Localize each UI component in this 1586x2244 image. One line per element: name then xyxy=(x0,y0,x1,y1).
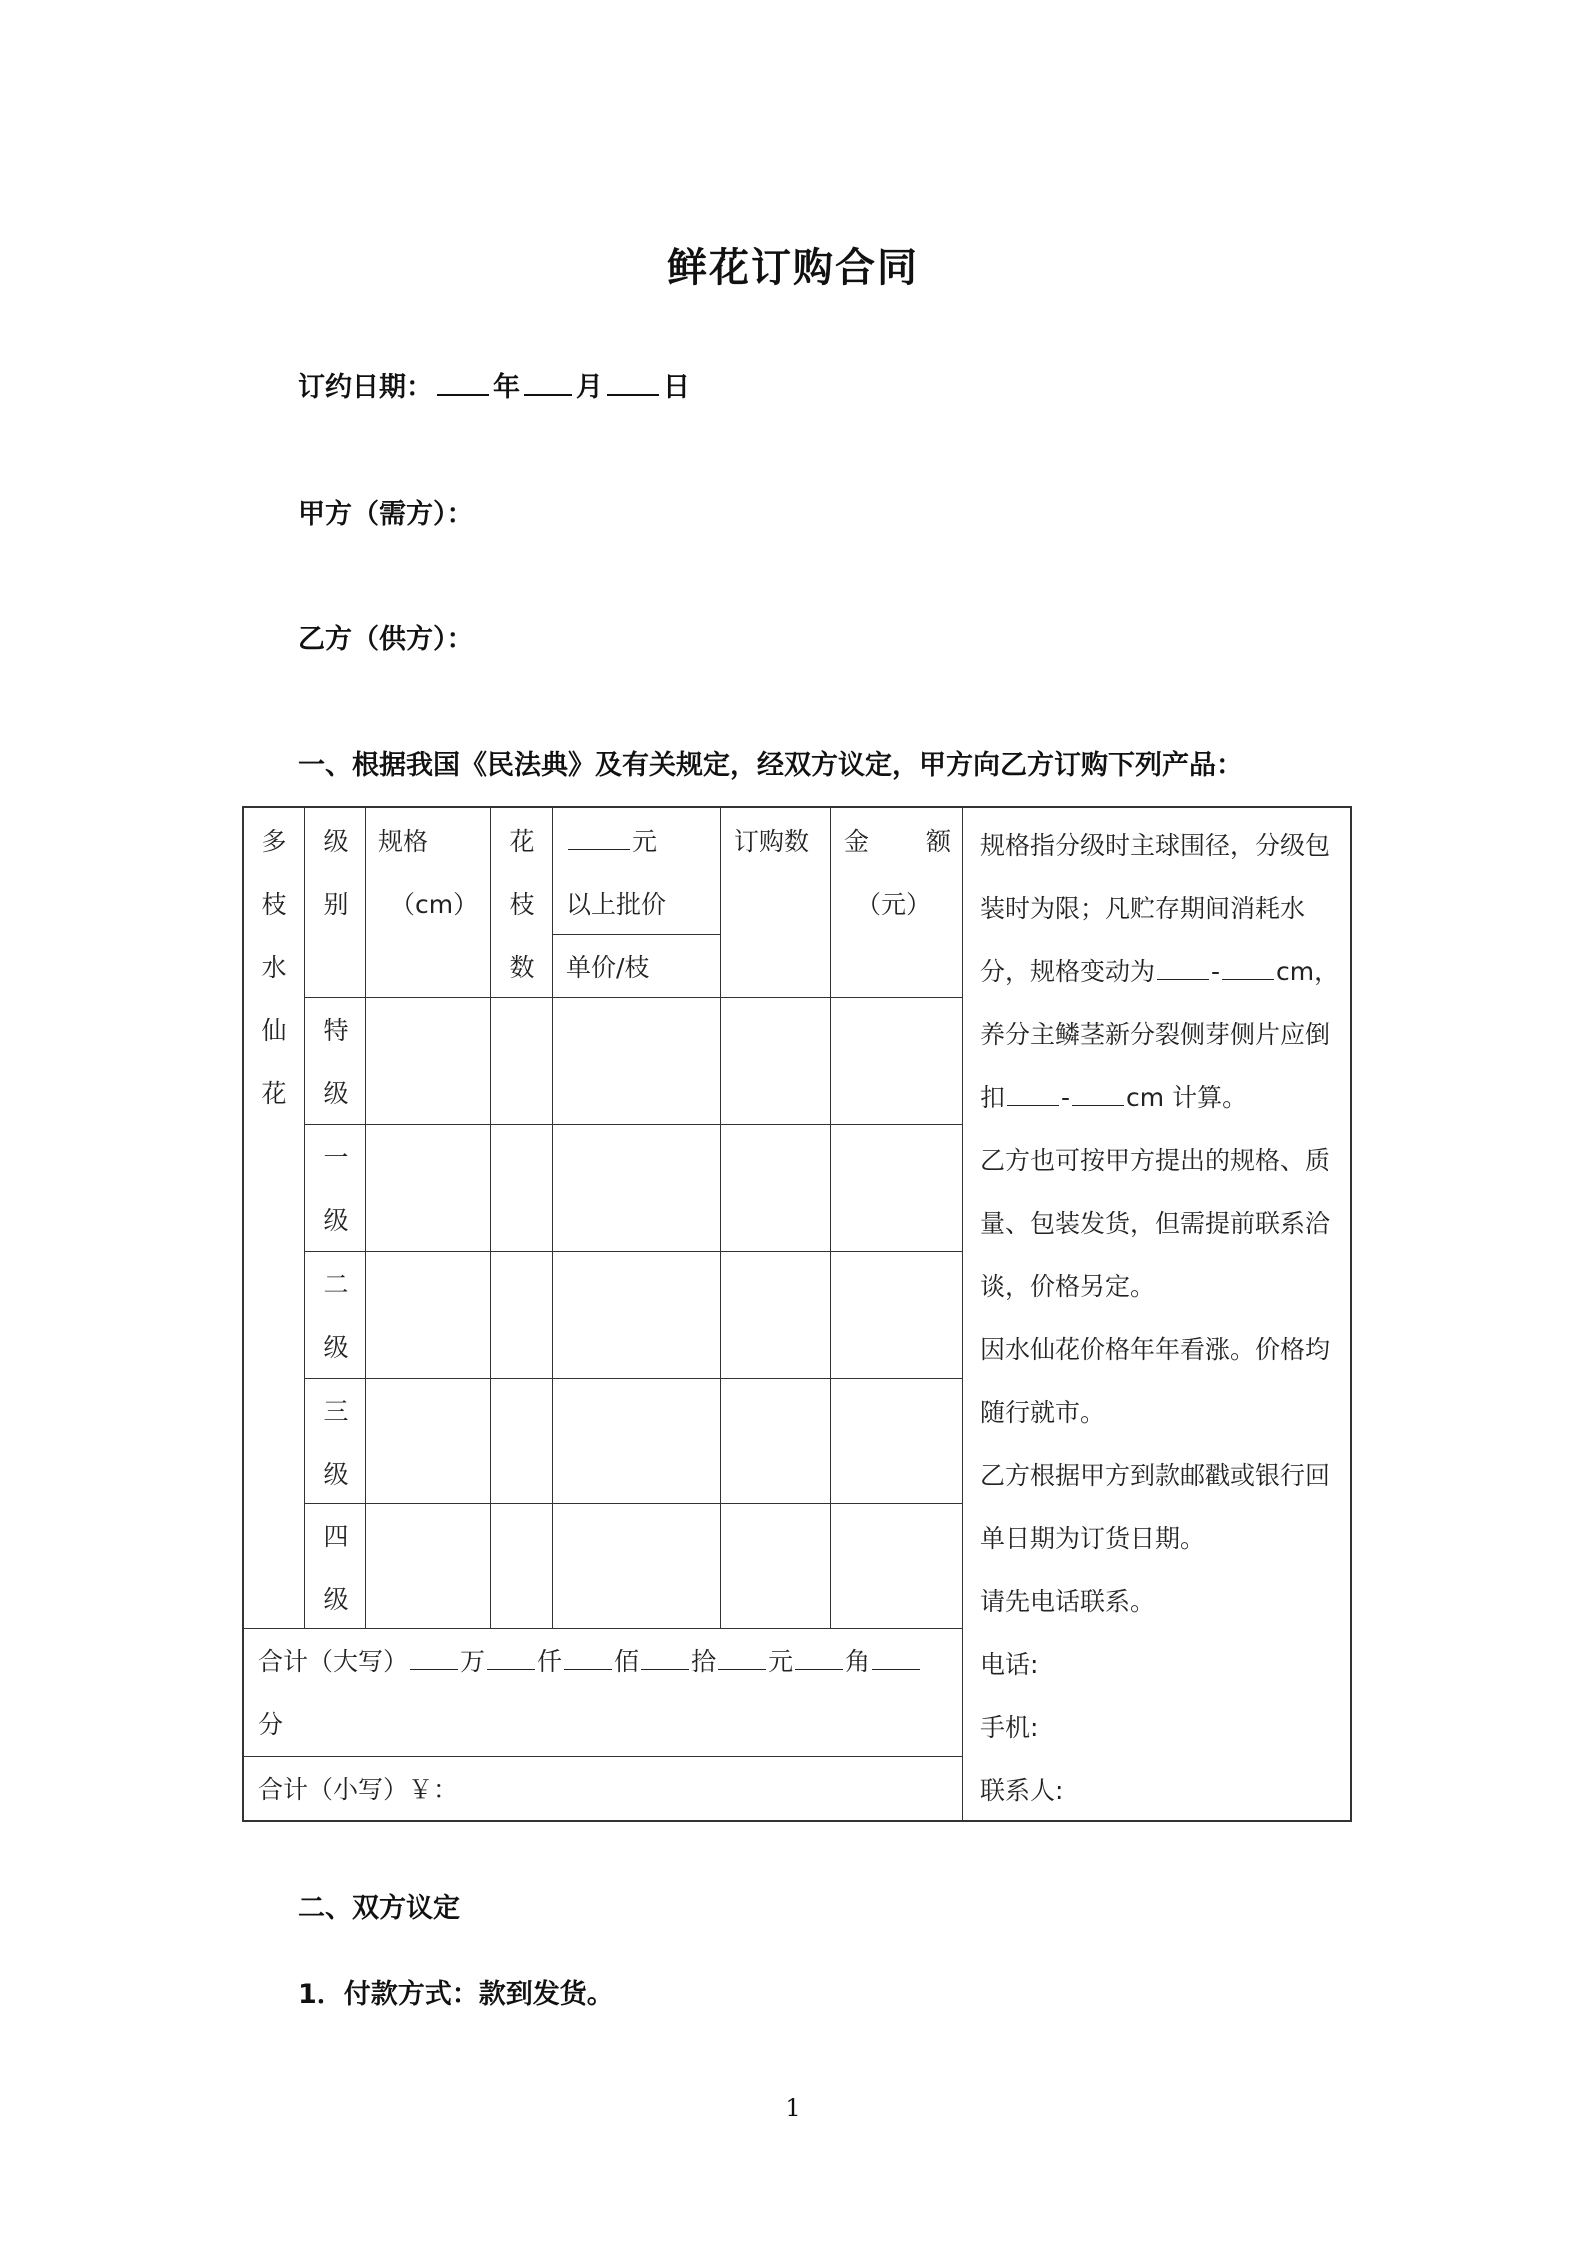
grade-second: 二 级 xyxy=(323,1270,349,1362)
day-label: 日 xyxy=(663,372,690,403)
grid-line xyxy=(365,808,366,1628)
section2-heading: 二、双方议定 xyxy=(298,1893,460,1924)
product-name: 多 枝 水 仙 花 xyxy=(261,827,287,1108)
section1-heading: 一、根据我国《民法典》及有关规定，经双方议定，甲方向乙方订购下列产品： xyxy=(298,750,1243,781)
grid-line xyxy=(304,1124,962,1125)
note-custom-order: 乙方也可按甲方提出的规格、质量、包装发货，但需提前联系洽谈，价格另定。 xyxy=(980,1146,1331,1301)
year-blank xyxy=(437,366,489,396)
grade-special: 特 级 xyxy=(323,1016,349,1108)
month-label: 月 xyxy=(576,372,603,403)
grid-line xyxy=(490,808,491,1628)
party-b-line: 乙方（供方）： xyxy=(298,624,474,655)
document-title: 鲜花订购合同 xyxy=(667,245,919,291)
grid-line xyxy=(304,1503,962,1504)
price-header-line2: 以上批价 xyxy=(566,890,667,919)
payment-method: 1．付款方式：款到发货。 xyxy=(298,1979,614,2010)
day-blank xyxy=(607,366,659,396)
order-date-label: 订约日期： xyxy=(298,372,433,403)
price-header-line1: 元 xyxy=(566,810,657,873)
grade-third: 三 级 xyxy=(323,1397,349,1489)
page-number: 1 xyxy=(785,2094,801,2122)
month-blank xyxy=(524,366,572,396)
spec-header-label: 规格 xyxy=(378,827,429,856)
party-a-line: 甲方（需方）： xyxy=(298,499,474,530)
grid-line xyxy=(962,808,963,1822)
grid-line xyxy=(244,1756,962,1757)
grade-fourth: 四 级 xyxy=(323,1522,349,1614)
total-uppercase: 合计（大写） 万 仟 佰 拾 元 角 xyxy=(258,1630,958,1693)
amount-header-left: 金 xyxy=(844,827,870,856)
price-header-line3: 单价/枝 xyxy=(566,953,650,982)
order-date-line xyxy=(298,365,690,404)
grade-first: 一 级 xyxy=(323,1143,349,1235)
note-contact: 联系人: xyxy=(980,1776,1064,1805)
spec-header-unit: （cm） xyxy=(390,890,479,919)
grid-line xyxy=(304,1251,962,1252)
note-mobile: 手机: xyxy=(980,1713,1039,1742)
note-phone: 电话: xyxy=(980,1650,1039,1679)
grade-header: 级 别 xyxy=(323,827,349,919)
year-label: 年 xyxy=(493,372,520,403)
price-threshold-blank xyxy=(568,827,630,850)
amount-header-unit: （元） xyxy=(856,890,932,919)
total-uppercase-fen: 分 xyxy=(258,1710,284,1739)
grid-line xyxy=(552,808,553,1628)
total-lowercase: 合计（小写）￥： xyxy=(258,1775,459,1804)
grid-line xyxy=(304,808,305,1628)
stem-count-header: 花 枝 数 xyxy=(509,827,535,982)
order-qty-header: 订购数 xyxy=(734,827,810,856)
order-table xyxy=(242,806,1352,1822)
note-call-first: 请先电话联系。 xyxy=(980,1587,1156,1616)
notes-column xyxy=(980,814,1352,1822)
grid-line xyxy=(720,808,721,1628)
grid-line xyxy=(830,808,831,1628)
note-spec: 规格指分级时主球围径，分级包装时为限；凡贮存期间消耗水分，规格变动为 - cm，养分主鳞茎新分裂侧芽侧片应倒扣 - cm 计算。 xyxy=(980,831,1340,1112)
grid-line xyxy=(304,1378,962,1379)
amount-header-right: 额 xyxy=(926,827,952,856)
note-price: 因水仙花价格年年看涨。价格均随行就市。 xyxy=(980,1335,1331,1427)
note-order-date: 乙方根据甲方到款邮戳或银行回单日期为订货日期。 xyxy=(980,1461,1331,1553)
